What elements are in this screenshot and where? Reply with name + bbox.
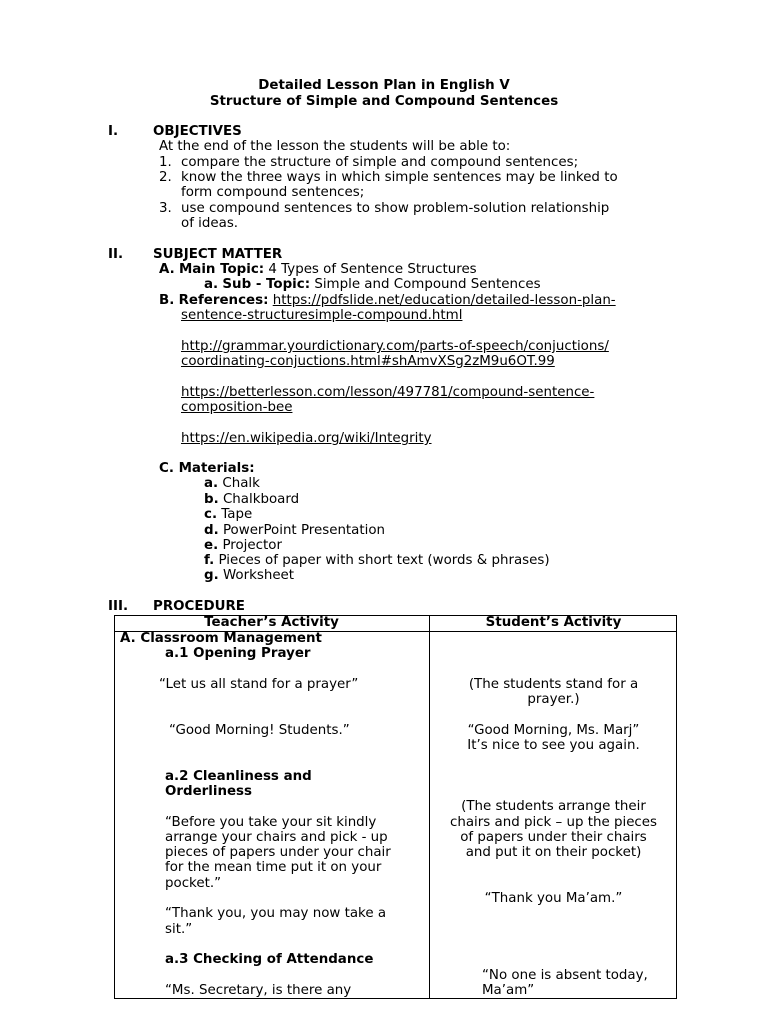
student-line: and put it on their pocket) [465, 845, 642, 860]
materials-letter: C. [159, 461, 174, 476]
main-topic-label: Main Topic: [178, 262, 265, 277]
student-line: prayer.) [527, 692, 580, 707]
subsection-cleanliness: a.2 Cleanliness and [165, 769, 312, 784]
material-item: a. Chalk [204, 476, 260, 491]
objectives-intro: At the end of the lesson the students will be able to: [159, 139, 511, 154]
teacher-line: “Let us all stand for a prayer” [159, 677, 359, 692]
references-label: References: [178, 293, 269, 308]
teacher-line: “Before you take your sit kindly [165, 815, 377, 830]
materials-row [159, 461, 255, 476]
subsection-attendance: a.3 Checking of Attendance [165, 952, 374, 967]
reference-link[interactable]: https://en.wikipedia.org/wiki/Integrity [181, 431, 432, 446]
main-topic-row [159, 262, 477, 277]
student-line: of papers under their chairs [460, 830, 647, 845]
material-item: e. Projector [204, 538, 282, 553]
student-line: Ma’am” [482, 983, 535, 998]
subsection-opening-prayer: a.1 Opening Prayer [165, 646, 311, 661]
section-numeral-subject-matter: II. [108, 247, 124, 262]
reference-link[interactable]: coordinating-conjuctions.html#shAmvXSg2zM9u6OT.99 [181, 354, 555, 369]
reference-link[interactable]: http://grammar.yourdictionary.com/parts-of-speech/conjuctions/ [181, 339, 609, 354]
material-item: d. PowerPoint Presentation [204, 523, 386, 538]
section-numeral-objectives: I. [108, 124, 119, 139]
material-item: f. Pieces of paper with short text (words & phrases) [204, 553, 550, 568]
objective-text: use compound sentences to show problem-solution relationship [181, 201, 610, 216]
document-subtitle: Structure of Simple and Compound Sentences [209, 94, 559, 109]
teacher-line: sit.” [165, 922, 193, 937]
teacher-line: “Good Morning! Students.” [169, 723, 350, 738]
section-a-heading: A. Classroom Management [120, 631, 322, 646]
section-numeral-procedure: III. [108, 599, 129, 614]
column-header-teacher: Teacher’s Activity [204, 615, 339, 630]
student-line: (The students stand for a [468, 677, 639, 692]
material-item: g. Worksheet [204, 568, 295, 583]
objective-number: 2. [159, 170, 172, 185]
reference-link[interactable]: https://pdfslide.net/education/detailed-lesson-plan- [272, 293, 616, 308]
objective-text: compare the structure of simple and compound sentences; [181, 155, 579, 170]
teacher-line: “Thank you, you may now take a [165, 906, 387, 921]
objective-number: 3. [159, 201, 172, 216]
subject-matter-heading: SUBJECT MATTER [153, 247, 283, 262]
teacher-line: arrange your chairs and pick - up [165, 830, 388, 845]
sub-topic-value: Simple and Compound Sentences [314, 277, 541, 292]
subsection-cleanliness: Orderliness [165, 784, 252, 799]
objective-text: know the three ways in which simple sentences may be linked to [181, 170, 618, 185]
references-row [159, 293, 616, 308]
document-title: Detailed Lesson Plan in English V [258, 78, 510, 93]
materials-label: Materials: [178, 461, 255, 476]
procedure-heading: PROCEDURE [153, 599, 245, 614]
student-line: “No one is absent today, [482, 968, 648, 983]
sub-topic-row [204, 277, 541, 292]
student-line: (The students arrange their [461, 799, 646, 814]
student-line: “Good Morning, Ms. Marj” [467, 723, 640, 738]
student-line: chairs and pick – up the pieces [449, 815, 658, 830]
teacher-line: pieces of papers under your chair [165, 845, 391, 860]
student-line: It’s nice to see you again. [467, 738, 640, 753]
teacher-line: pocket.” [165, 876, 222, 891]
objective-number: 1. [159, 155, 172, 170]
main-topic-letter: A. [159, 262, 175, 277]
reference-link[interactable]: sentence-structuresimple-compound.html [181, 308, 463, 323]
material-item: b. Chalkboard [204, 492, 300, 507]
objective-text: of ideas. [181, 216, 239, 231]
sub-topic-letter: a. [204, 277, 219, 292]
objectives-heading: OBJECTIVES [153, 124, 242, 139]
objective-text: form compound sentences; [181, 185, 365, 200]
sub-topic-label: Sub - Topic: [222, 277, 311, 292]
teacher-line: “Ms. Secretary, is there any [165, 983, 352, 998]
teacher-line: for the mean time put it on your [165, 860, 382, 875]
column-header-student: Student’s Activity [485, 615, 622, 630]
main-topic-value: 4 Types of Sentence Structures [268, 262, 477, 277]
reference-link[interactable]: https://betterlesson.com/lesson/497781/compound-sentence- [181, 385, 595, 400]
student-line: “Thank you Ma’am.” [484, 891, 623, 906]
references-letter: B. [159, 293, 175, 308]
material-item: c. Tape [204, 507, 253, 522]
reference-link[interactable]: composition-bee [181, 400, 293, 415]
